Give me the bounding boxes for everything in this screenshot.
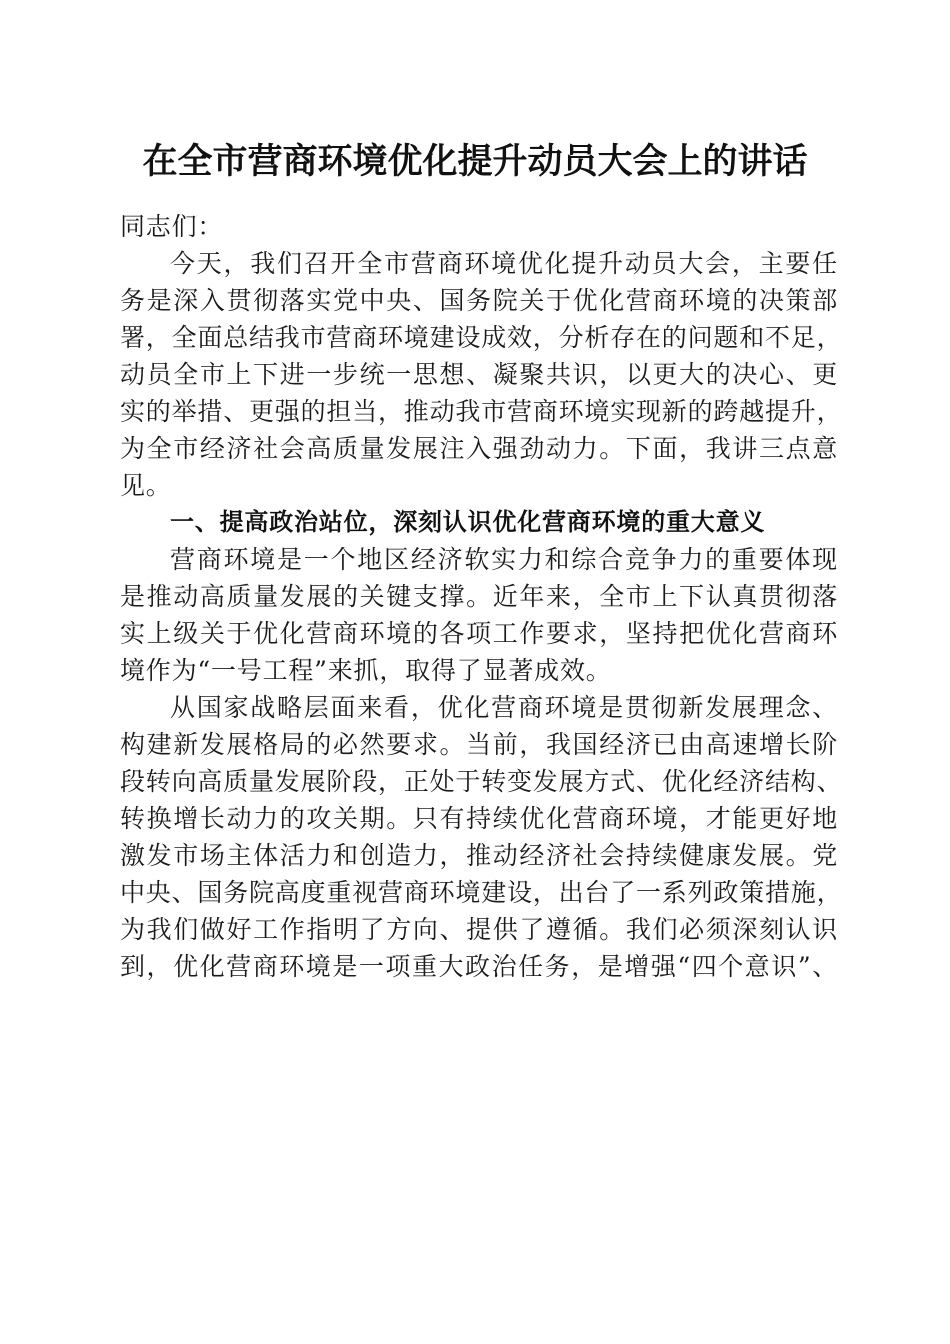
salutation: 同志们： <box>120 212 224 241</box>
paragraph-line: 构建新发展格局的必然要求。当前，我国经济已由高速增长阶 <box>120 730 838 759</box>
paragraph-line: 是推动高质量发展的关键支撑。近年来，全市上下认真贯彻落 <box>120 582 838 611</box>
document-body <box>120 208 843 985</box>
paragraph-line: 务是深入贯彻落实党中央、国务院关于优化营商环境的决策部 <box>120 286 838 315</box>
paragraph-line: 今天，我们召开全市营商环境优化提升动员大会，主要任 <box>170 249 838 278</box>
paragraph-line: 境作为“一号工程”来抓，取得了显著成效。 <box>120 656 612 685</box>
paragraph-line: 转换增长动力的攻关期。只有持续优化营商环境，才能更好地 <box>120 804 838 833</box>
paragraph-line: 动员全市上下进一步统一思想、凝聚共识，以更大的决心、更 <box>120 360 838 389</box>
paragraph-line: 见。 <box>120 471 172 500</box>
paragraph-line: 激发市场主体活力和创造力，推动经济社会持续健康发展。党 <box>120 841 838 870</box>
paragraph-line: 为我们做好工作指明了方向、提供了遵循。我们必须深刻认识 <box>120 915 838 944</box>
paragraph-line: 从国家战略层面来看，优化营商环境是贯彻新发展理念、 <box>170 693 838 722</box>
paragraph-line: 中央、国务院高度重视营商环境建设，出台了一系列政策措施， <box>120 878 843 907</box>
paragraph-line: 到，优化营商环境是一项重大政治任务，是增强“四个意识”、 <box>120 952 838 981</box>
paragraph-line: 实的举措、更强的担当，推动我市营商环境实现新的跨越提升， <box>120 397 843 426</box>
paragraph-line: 营商环境是一个地区经济软实力和综合竞争力的重要体现 <box>170 545 838 574</box>
intro-paragraph <box>120 245 843 504</box>
section-paragraph <box>120 541 838 689</box>
section-heading: 一、提高政治站位，深刻认识优化营商环境的重大意义 <box>170 508 766 536</box>
paragraph-line: 为全市经济社会高质量发展注入强劲动力。下面，我讲三点意 <box>120 434 838 463</box>
section-paragraph <box>120 689 843 985</box>
paragraph-line: 署，全面总结我市营商环境建设成效，分析存在的问题和不足， <box>120 323 843 352</box>
paragraph-line: 实上级关于优化营商环境的各项工作要求，坚持把优化营商环 <box>120 619 838 648</box>
paragraph-line: 段转向高质量发展阶段，正处于转变发展方式、优化经济结构、 <box>120 767 843 796</box>
document-title: 在全市营商环境优化提升动员大会上的讲话 <box>142 141 808 182</box>
